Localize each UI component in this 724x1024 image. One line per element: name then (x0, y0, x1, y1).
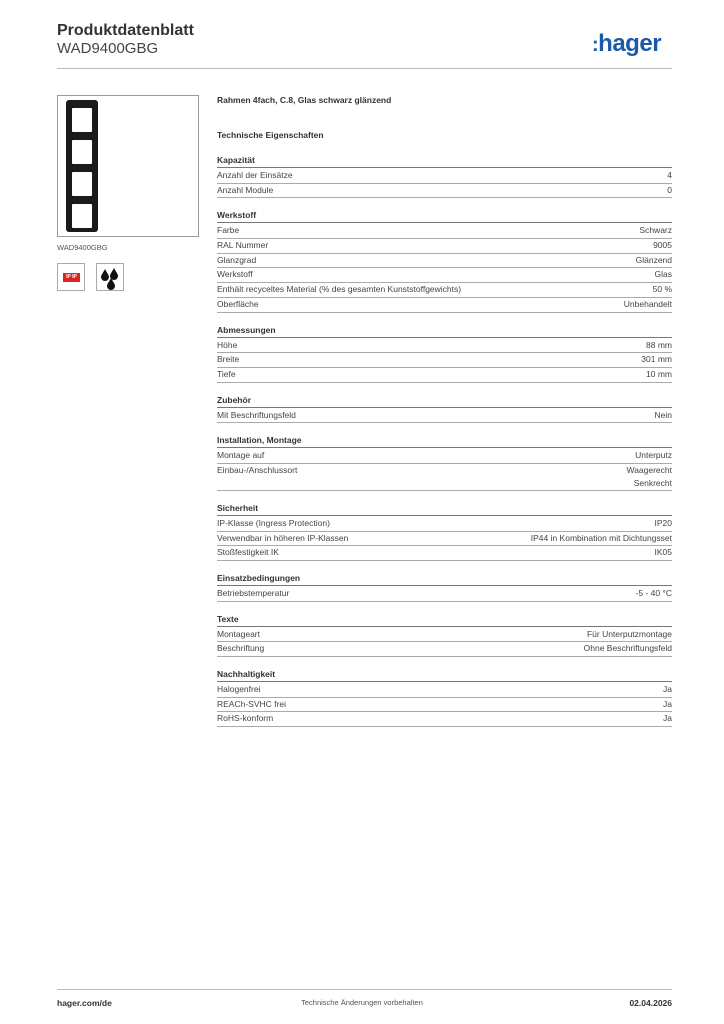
spec-row (217, 712, 672, 727)
spec-value-line: 50 % (652, 284, 672, 295)
spec-value (639, 224, 672, 238)
spec-row (217, 339, 672, 354)
spec-value-line: 9005 (653, 240, 672, 251)
frame-slot (72, 172, 92, 196)
spec-value (655, 517, 673, 531)
spec-label: RoHS-konform (217, 713, 274, 724)
spec-label: Verwendbar in höheren IP-Klassen (217, 532, 349, 543)
spec-row (217, 298, 672, 313)
water-drops-icon (96, 263, 124, 291)
footer-website[interactable]: hager.com/de (57, 998, 112, 1008)
spec-label: Anzahl der Einsätze (217, 170, 293, 180)
spec-value (663, 698, 672, 712)
spec-value (531, 532, 672, 546)
footer-disclaimer: Technische Änderungen vorbehalten (301, 998, 423, 1007)
spec-row (217, 254, 672, 269)
spec-value-line: Schwarz (639, 225, 672, 236)
spec-value (663, 712, 672, 726)
spec-value (636, 587, 672, 601)
spec-value (653, 239, 672, 253)
spec-row (217, 184, 672, 199)
spec-label: Oberfläche (217, 298, 259, 309)
page-title: Produktdatenblatt (57, 22, 194, 39)
frame-graphic (66, 100, 98, 232)
spec-label: Beschriftung (217, 643, 265, 654)
spec-row (217, 546, 672, 561)
section-title: Nachhaltigkeit (217, 669, 672, 682)
spec-value-line: Glas (654, 269, 672, 280)
spec-label: Halogenfrei (217, 684, 261, 695)
footer-date: 02.04.2026 (629, 998, 672, 1008)
spec-label: Tiefe (217, 368, 236, 379)
spec-value-line: IK05 (654, 547, 672, 558)
section-title: Installation, Montage (217, 435, 672, 448)
spec-value-line: Senkrecht (633, 477, 672, 488)
spec-value (655, 546, 673, 560)
spec-value-line: Waagerecht (626, 464, 672, 475)
ip-badge-text: IP IP (63, 273, 80, 282)
section-title: Abmessungen (217, 325, 672, 338)
ip-rating-icon (57, 263, 85, 291)
spec-value-line: 0 (667, 184, 672, 195)
spec-row (217, 224, 672, 239)
spec-label: Breite (217, 354, 240, 365)
spec-label: Werkstoff (217, 269, 253, 280)
frame-slot (72, 204, 92, 228)
spec-label: Anzahl Module (217, 184, 274, 195)
spec-section (217, 503, 672, 561)
spec-value-line: Unterputz (635, 450, 672, 461)
spec-label: Enthält recyceltes Material (% des gesamten Kunststoffgewichts) (217, 284, 462, 295)
spec-row (217, 169, 672, 184)
spec-row (217, 587, 672, 602)
spec-row (217, 628, 672, 643)
spec-row (217, 268, 672, 283)
spec-row (217, 642, 672, 657)
spec-label: Mit Beschriftungsfeld (217, 409, 296, 420)
spec-section (217, 325, 672, 383)
spec-row (217, 368, 672, 383)
spec-label: IP-Klasse (Ingress Protection) (217, 517, 330, 528)
header-divider (57, 68, 672, 69)
spec-section (217, 395, 672, 424)
spec-value-line: 4 (667, 170, 672, 180)
spec-value (641, 353, 672, 367)
tech-properties-title: Technische Eigenschaften (217, 130, 324, 140)
spec-label: Stoßfestigkeit IK (217, 547, 279, 558)
spec-value (667, 184, 672, 198)
spec-value (655, 409, 672, 423)
spec-value-line: -5 - 40 °C (635, 588, 672, 598)
spec-label: RAL Nummer (217, 240, 269, 251)
image-caption: WAD9400GBG (57, 243, 108, 252)
logo-text: hager (598, 30, 662, 57)
spec-value-line: 88 mm (646, 339, 672, 350)
spec-row (217, 683, 672, 698)
spec-value-line: 10 mm (646, 368, 672, 379)
spec-row (217, 532, 672, 547)
spec-value (667, 169, 672, 183)
spec-value-line: Ohne Beschriftungsfeld (583, 643, 672, 654)
spec-row (217, 698, 672, 713)
footer-divider (57, 989, 672, 990)
spec-value (663, 683, 672, 697)
spec-label: Betriebstemperatur (217, 588, 290, 598)
spec-label: Höhe (217, 339, 238, 350)
spec-section (217, 155, 672, 198)
section-title: Kapazität (217, 155, 672, 168)
spec-value (646, 368, 672, 382)
frame-slot (72, 108, 92, 132)
spec-value-line: Für Unterputzmontage (586, 628, 672, 639)
section-title: Zubehör (217, 395, 672, 408)
spec-value (653, 283, 672, 297)
spec-label: Einbau-/Anschlussort (217, 464, 298, 475)
spec-value (646, 339, 672, 353)
spec-value-line: Ja (663, 684, 672, 695)
spec-label: REACh-SVHC frei (217, 698, 286, 709)
frame-slot (72, 140, 92, 164)
spec-section (217, 435, 672, 491)
spec-value-line: Ja (663, 713, 672, 724)
spec-value (655, 268, 672, 282)
product-code: WAD9400GBG (57, 40, 159, 57)
spec-value (636, 254, 672, 268)
spec-label: Montageart (217, 628, 260, 639)
spec-section (217, 614, 672, 657)
spec-section (217, 573, 672, 602)
spec-content (217, 95, 672, 727)
spec-row (217, 283, 672, 298)
spec-row (217, 353, 672, 368)
spec-value-line: IP20 (654, 517, 672, 528)
spec-value-line: Unbehandelt (623, 298, 672, 309)
section-title: Einsatzbedingungen (217, 573, 672, 586)
spec-sections (217, 155, 672, 727)
spec-row (217, 517, 672, 532)
spec-row (217, 239, 672, 254)
spec-row (217, 464, 672, 491)
spec-row (217, 449, 672, 464)
spec-value (626, 464, 672, 490)
spec-value-line: IP44 in Kombination mit Dichtungsset (530, 532, 672, 543)
spec-value-line: Ja (663, 698, 672, 709)
spec-value-line: 301 mm (641, 354, 672, 365)
spec-section (217, 669, 672, 727)
product-name: Rahmen 4fach, C.8, Glas schwarz glänzend (217, 95, 392, 105)
spec-value (635, 449, 672, 463)
spec-label: Montage auf (217, 450, 265, 461)
spec-value (587, 628, 672, 642)
logo-prefix: : (592, 34, 599, 56)
hager-logo[interactable] (592, 30, 661, 58)
spec-value-line: Glänzend (635, 254, 672, 265)
spec-section (217, 210, 672, 312)
section-title: Sicherheit (217, 503, 672, 516)
spec-value (584, 642, 672, 656)
section-title: Texte (217, 614, 672, 627)
spec-label: Farbe (217, 225, 240, 236)
spec-label: Glanzgrad (217, 254, 257, 265)
section-title: Werkstoff (217, 210, 672, 223)
spec-value-line: Nein (654, 409, 672, 420)
spec-value (624, 298, 672, 312)
product-image (57, 95, 199, 237)
spec-row (217, 409, 672, 424)
